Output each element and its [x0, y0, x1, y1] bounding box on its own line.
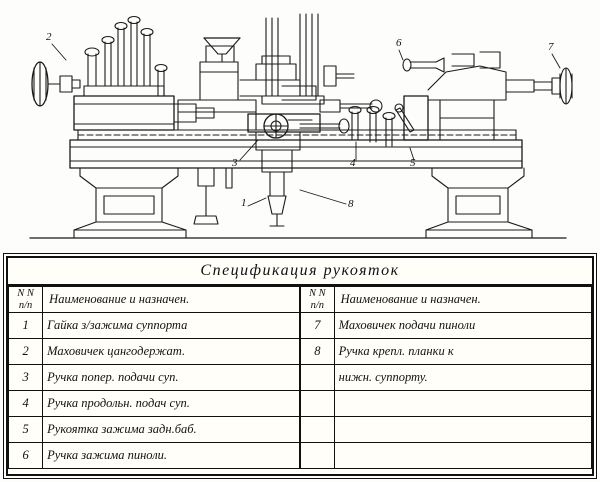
- table-row: [9, 339, 592, 365]
- table-row: [9, 417, 592, 443]
- table-row: [9, 391, 592, 417]
- row-name-right: нижн. суппорту.: [334, 365, 591, 391]
- header-num-right: [300, 287, 334, 313]
- row-name-left: Ручка продольн. подач суп.: [43, 391, 300, 417]
- table-row: [9, 313, 592, 339]
- table-row: [9, 443, 592, 469]
- row-name-right: [334, 443, 591, 469]
- callout-2: 2: [46, 31, 52, 43]
- row-num-right: [300, 365, 334, 391]
- header-num-left-line2: п/п: [18, 299, 33, 311]
- row-name-right: [334, 391, 591, 417]
- header-num-right-line2: п/п: [310, 299, 325, 311]
- callout-3: 3: [232, 157, 238, 169]
- row-num-right: 8: [300, 339, 334, 365]
- row-name-left: Рукоятка зажима задн.баб.: [43, 417, 300, 443]
- specification-table: [6, 256, 594, 476]
- callout-1: 1: [241, 197, 247, 209]
- row-name-right: [334, 417, 591, 443]
- header-num-right-line1: N N: [309, 288, 326, 300]
- table-header-row: [9, 287, 592, 313]
- callout-8: 8: [348, 198, 354, 210]
- row-num-left: 3: [9, 365, 43, 391]
- callout-4: 4: [350, 157, 356, 169]
- row-num-right: [300, 417, 334, 443]
- handles-spec-table: [8, 286, 592, 469]
- row-name-left: Ручка зажима пиноли.: [43, 443, 300, 469]
- table-title-text: Спецификация рукояток: [200, 262, 400, 279]
- callout-5: 5: [410, 157, 416, 169]
- row-num-right: 7: [300, 313, 334, 339]
- row-num-left: 2: [9, 339, 43, 365]
- row-name-left: Маховичек цангодержат.: [43, 339, 300, 365]
- row-num-right: [300, 391, 334, 417]
- table-row: [9, 365, 592, 391]
- row-name-right: Маховичек подачи пиноли: [334, 313, 591, 339]
- row-num-left: 1: [9, 313, 43, 339]
- row-num-left: 4: [9, 391, 43, 417]
- row-num-left: 5: [9, 417, 43, 443]
- table-title: [8, 258, 592, 286]
- header-name-right: Наименование и назначен.: [334, 287, 591, 313]
- row-num-left: 6: [9, 443, 43, 469]
- callout-7: 7: [548, 41, 554, 53]
- row-name-right: Ручка крепл. планки к: [334, 339, 591, 365]
- callout-6: 6: [396, 37, 402, 49]
- row-name-left: Гайка з/зажима суппорта: [43, 313, 300, 339]
- header-num-left: [9, 287, 43, 313]
- row-num-right: [300, 443, 334, 469]
- row-name-left: Ручка попер. подачи суп.: [43, 365, 300, 391]
- header-num-left-line1: N N: [17, 288, 34, 300]
- header-name-left: Наименование и назначен.: [43, 287, 300, 313]
